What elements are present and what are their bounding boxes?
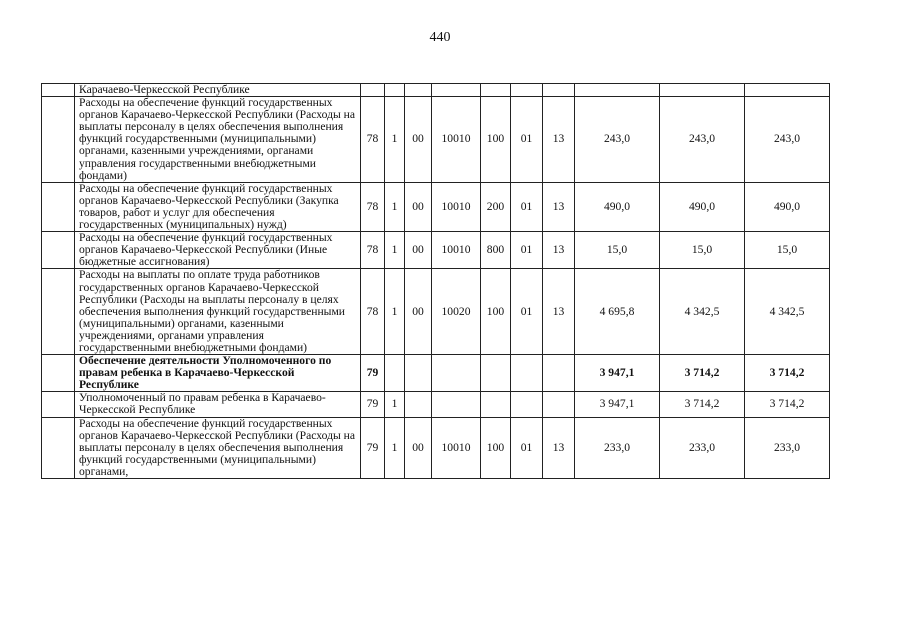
subsection-code-cell: 13 (543, 417, 575, 478)
grbs-code-cell: 78 (361, 97, 385, 183)
expense-name-cell: Расходы на обеспечение функций государственных органов Карачаево-Черкесской Республики (Расходы на выплаты персоналу в целях обеспечения выполнения функций государственными (муниципальными) органами, (75, 417, 361, 478)
amount-year-1-cell: 3 947,1 (575, 355, 660, 392)
program-code-cell: 1 (385, 392, 405, 417)
program-code-cell: 1 (385, 269, 405, 355)
amount-year-1-cell: 4 695,8 (575, 269, 660, 355)
subsection-code-cell: 13 (543, 269, 575, 355)
subprogram-code-cell: 00 (405, 232, 432, 269)
amount-year-3-cell: 243,0 (745, 97, 830, 183)
table-row (42, 84, 830, 97)
table-row (42, 232, 830, 269)
subsection-code-cell: 13 (543, 97, 575, 183)
direction-code-cell (432, 355, 481, 392)
section-code-cell (511, 355, 543, 392)
amount-year-1-cell: 243,0 (575, 97, 660, 183)
subprogram-code-cell (405, 84, 432, 97)
amount-year-1-cell: 233,0 (575, 417, 660, 478)
expense-type-cell (481, 355, 511, 392)
amount-year-1-cell (575, 84, 660, 97)
expense-name-cell: Расходы на обеспечение функций государственных органов Карачаево-Черкесской Республики (Расходы на выплаты персоналу в целях обеспечения выполнения функций государственными (муниципальными) органами, казенными учреждениями, органами управления государственными внебюджетными фондами) (75, 97, 361, 183)
direction-code-cell (432, 84, 481, 97)
section-code-cell (511, 392, 543, 417)
direction-code-cell: 10010 (432, 232, 481, 269)
subprogram-code-cell: 00 (405, 417, 432, 478)
subprogram-code-cell: 00 (405, 97, 432, 183)
blank-cell (42, 97, 75, 183)
expense-type-cell: 100 (481, 269, 511, 355)
table-row (42, 97, 830, 183)
direction-code-cell (432, 392, 481, 417)
expense-name-cell: Уполномоченный по правам ребенка в Карачаево-Черкесской Республике (75, 392, 361, 417)
blank-cell (42, 84, 75, 97)
table-row (42, 182, 830, 231)
amount-year-2-cell (660, 84, 745, 97)
program-code-cell: 1 (385, 97, 405, 183)
subsection-code-cell (543, 355, 575, 392)
amount-year-3-cell: 490,0 (745, 182, 830, 231)
grbs-code-cell: 78 (361, 269, 385, 355)
grbs-code-cell: 78 (361, 182, 385, 231)
expense-type-cell (481, 84, 511, 97)
expense-type-cell (481, 392, 511, 417)
blank-cell (42, 355, 75, 392)
amount-year-2-cell: 3 714,2 (660, 392, 745, 417)
direction-code-cell: 10010 (432, 417, 481, 478)
table-row (42, 417, 830, 478)
direction-code-cell: 10020 (432, 269, 481, 355)
section-code-cell: 01 (511, 182, 543, 231)
amount-year-2-cell: 243,0 (660, 97, 745, 183)
subprogram-code-cell: 00 (405, 182, 432, 231)
amount-year-2-cell: 15,0 (660, 232, 745, 269)
expense-type-cell: 100 (481, 417, 511, 478)
expense-type-cell: 100 (481, 97, 511, 183)
amount-year-3-cell: 3 714,2 (745, 392, 830, 417)
amount-year-3-cell (745, 84, 830, 97)
section-code-cell: 01 (511, 97, 543, 183)
table-row (42, 269, 830, 355)
subprogram-code-cell: 00 (405, 269, 432, 355)
expense-name-cell: Расходы на обеспечение функций государственных органов Карачаево-Черкесской Республики (Закупка товаров, работ и услуг для обеспечения государственных (муниципальных) нужд) (75, 182, 361, 231)
amount-year-3-cell: 3 714,2 (745, 355, 830, 392)
grbs-code-cell (361, 84, 385, 97)
blank-cell (42, 232, 75, 269)
page-number: 440 (429, 30, 451, 45)
blank-cell (42, 182, 75, 231)
subsection-code-cell (543, 392, 575, 417)
expense-name-cell: Расходы на выплаты по оплате труда работников государственных органов Карачаево-Черкесской Республики (Расходы на выплаты персоналу в целях обеспечения выполнения функций государственными (муниципальными) органами, казенными учреждениями, органами управления государственными внебюджетными фондами) (75, 269, 361, 355)
subsection-code-cell: 13 (543, 232, 575, 269)
blank-cell (42, 269, 75, 355)
expense-type-cell: 200 (481, 182, 511, 231)
amount-year-2-cell: 490,0 (660, 182, 745, 231)
subsection-code-cell (543, 84, 575, 97)
table-row (42, 355, 830, 392)
program-code-cell (385, 355, 405, 392)
amount-year-2-cell: 3 714,2 (660, 355, 745, 392)
program-code-cell: 1 (385, 417, 405, 478)
expense-type-cell: 800 (481, 232, 511, 269)
blank-cell (42, 392, 75, 417)
program-code-cell (385, 84, 405, 97)
section-code-cell: 01 (511, 232, 543, 269)
program-code-cell: 1 (385, 232, 405, 269)
amount-year-3-cell: 4 342,5 (745, 269, 830, 355)
amount-year-1-cell: 3 947,1 (575, 392, 660, 417)
amount-year-3-cell: 15,0 (745, 232, 830, 269)
table-row (42, 392, 830, 417)
grbs-code-cell: 78 (361, 232, 385, 269)
expense-name-cell: Обеспечение деятельности Уполномоченного по правам ребенка в Карачаево-Черкесской Республике (75, 355, 361, 392)
grbs-code-cell: 79 (361, 355, 385, 392)
section-code-cell: 01 (511, 269, 543, 355)
subprogram-code-cell (405, 355, 432, 392)
blank-cell (42, 417, 75, 478)
expense-name-cell: Расходы на обеспечение функций государственных органов Карачаево-Черкесской Республики (Иные бюджетные ассигнования) (75, 232, 361, 269)
amount-year-2-cell: 233,0 (660, 417, 745, 478)
budget-table (41, 83, 830, 479)
amount-year-1-cell: 490,0 (575, 182, 660, 231)
grbs-code-cell: 79 (361, 417, 385, 478)
section-code-cell (511, 84, 543, 97)
direction-code-cell: 10010 (432, 97, 481, 183)
amount-year-2-cell: 4 342,5 (660, 269, 745, 355)
grbs-code-cell: 79 (361, 392, 385, 417)
amount-year-1-cell: 15,0 (575, 232, 660, 269)
program-code-cell: 1 (385, 182, 405, 231)
section-code-cell: 01 (511, 417, 543, 478)
subprogram-code-cell (405, 392, 432, 417)
subsection-code-cell: 13 (543, 182, 575, 231)
expense-name-cell: Карачаево-Черкесской Республике (75, 84, 361, 97)
amount-year-3-cell: 233,0 (745, 417, 830, 478)
direction-code-cell: 10010 (432, 182, 481, 231)
